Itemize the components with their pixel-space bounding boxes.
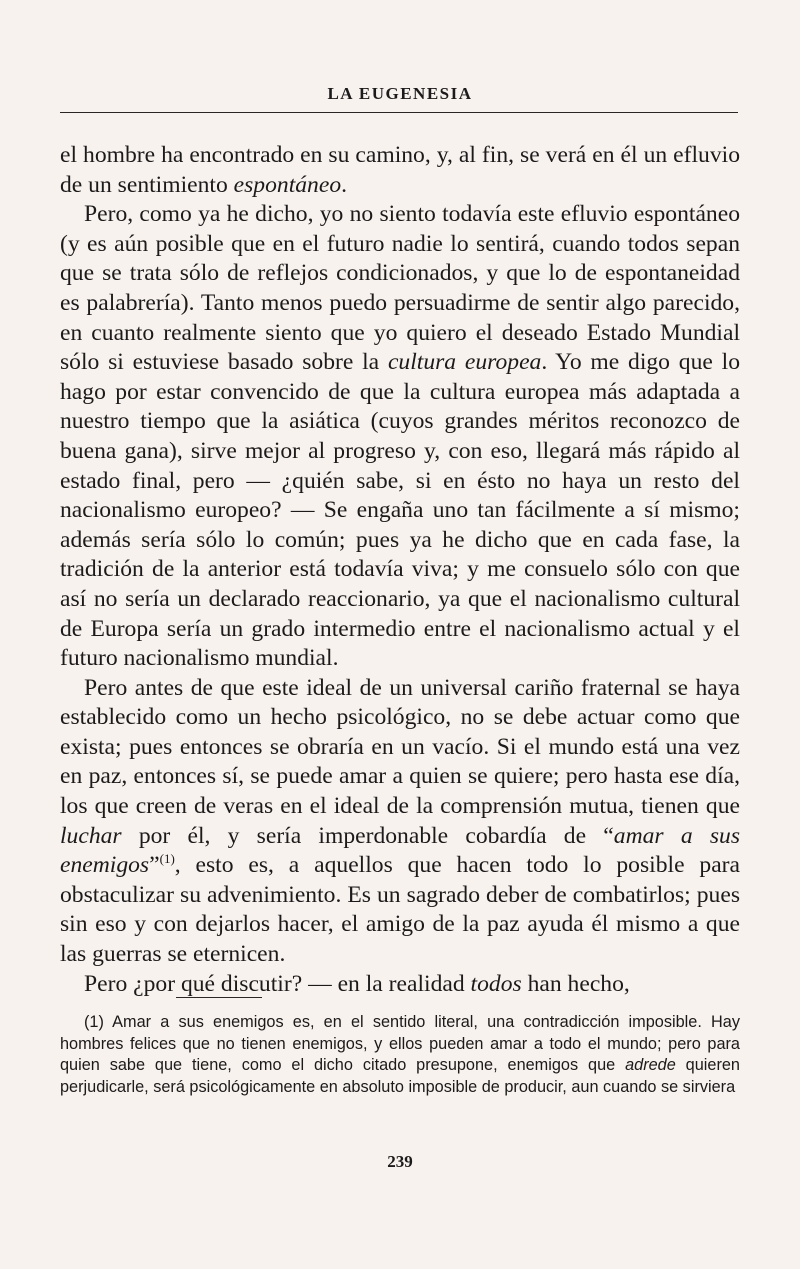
- emphasis: luchar: [60, 822, 122, 849]
- emphasis: espontáneo: [233, 171, 342, 198]
- running-title: LA EUGENESIA: [327, 84, 473, 103]
- footnote-reference: (1): [159, 851, 175, 867]
- emphasis: adrede: [625, 1056, 676, 1074]
- footnote-marker: (1): [84, 1013, 104, 1031]
- paragraph-4: Pero ¿por qué discutir? — en la realidad todos han hecho,: [84, 970, 630, 997]
- paragraph-3: Pero antes de que este ideal de un universal cariño fraternal se haya establecido como un hecho psicológico, no se debe actuar como que exista; pues entonces se obraría en un vacío. Si el mundo está una vez en paz, entonces sí, se puede amar a quien se quiere; pero hasta ese día, los que creen de veras en el ideal de la comprensión mutua, tienen que luchar por él, y sería imperdonable cobardía de “amar a sus enemigos”$^{(1)}$, esto es, a aquellos que hacen todo lo posible para obstaculizar su advenimiento. Es un sagrado deber de combatirlos; pues sin eso y con dejarlos hacer, el amigo de la paz ayuda él mismo a que las guerras se eternicen.: [60, 674, 740, 968]
- footnote: [60, 1012, 740, 1098]
- emphasis: cultura europea: [387, 349, 542, 376]
- paragraph-2: Pero, como ya he dicho, yo no siento todavía este efluvio espontáneo (y es aún posible que en el futuro nadie lo sentirá, cuando todos sepan que se trata sólo de reflejos condicionados, y que lo de espontaneidad es palabrería). Tanto menos puedo persuadirme de sentir algo parecido, en cuanto realmente siento que yo quiero el deseado Estado Mundial sólo si estuviese basado sobre la cultura europea. Yo me digo que lo hago por estar convencido de que la cultura europea más adaptada a nuestro tiempo que la asiática (cuyos grandes méritos reconozco de buena gana), sirve mejor al progreso y, con eso, llegará más rápido al estado final, pero — ¿quién sabe, si en ésto no haya un resto del nacionalismo europeo? — Se engaña uno tan fácilmente a sí mismo; además sería sólo lo común; pues ya he dicho que en cada fase, la tradición de la anterior está todavía viva; y me consuelo sólo con que así no sería un declarado reaccionario, ya que el nacionalismo cultural de Europa sería un grado intermedio entre el nacionalismo actual y el futuro nacionalismo mundial.: [60, 201, 740, 672]
- body-text: [60, 141, 740, 999]
- header-rule: [60, 112, 738, 113]
- footnote-text: (1) Amar a sus enemigos es, en el sentido literal, una contradicción imposible. Hay hombres felices que no tienen enemigos, y ellos pueden amar a todo el mundo; pero para quien sabe que tiene, como el dicho citado presupone, enemigos que adrede quieren perjudicarle, será psicológicamente en absoluto imposible de producir, aun cuando se sirviera: [60, 1013, 740, 1096]
- paragraph-1: el hombre ha encontrado en su camino, y, al fin, se verá en él un efluvio de un sentimiento espontáneo.: [60, 142, 740, 198]
- footnote-rule: [176, 997, 262, 998]
- page-number: 239: [387, 1152, 413, 1171]
- emphasis: amar a sus enemigos: [60, 822, 740, 879]
- emphasis: todos: [470, 970, 522, 997]
